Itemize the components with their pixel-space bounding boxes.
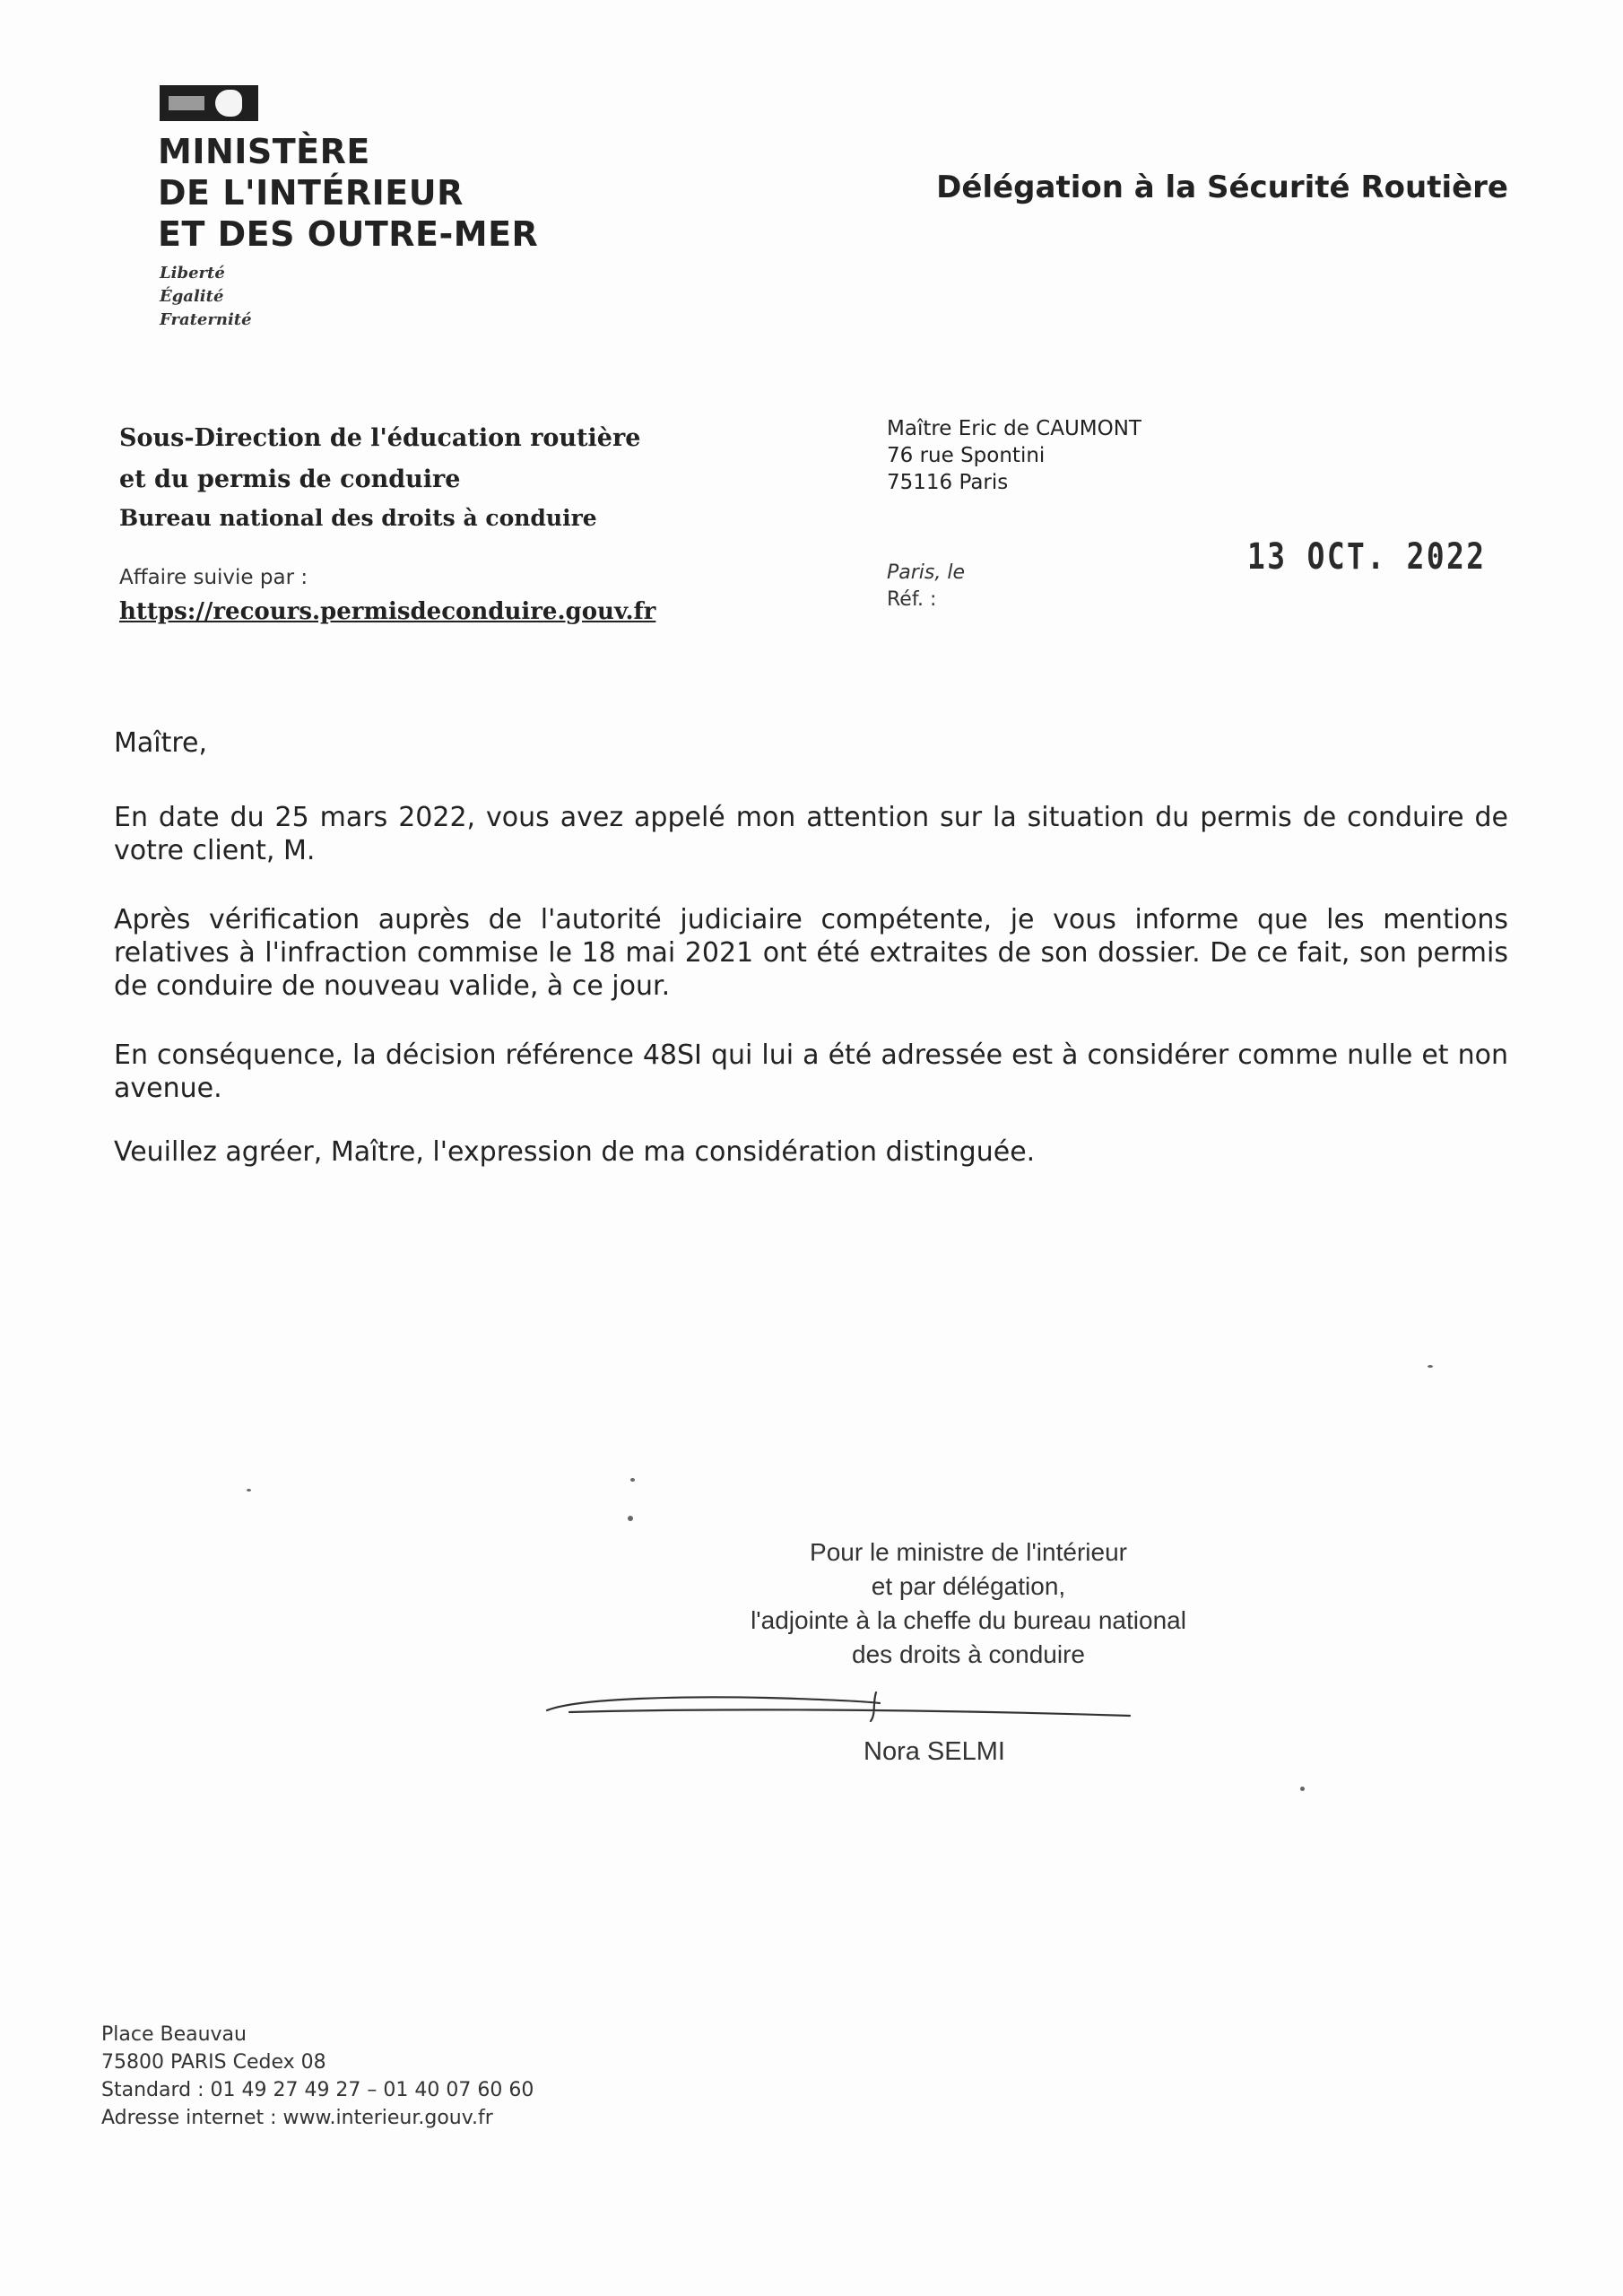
footer-line1: Place Beauvau	[101, 2023, 247, 2046]
paragraph-1: En date du 25 mars 2022, vous avez appelé mon attention sur la situation du permis de conduire de votre client, M.	[114, 802, 1508, 866]
scan-speck	[630, 1478, 635, 1482]
sub-direction-line1: Sous-Direction de l'éducation routière	[119, 424, 641, 452]
marianne-profile-icon	[215, 90, 242, 117]
republic-motto: Liberté Égalité Fraternité	[160, 264, 252, 329]
signatory-name: Nora SELMI	[864, 1737, 1005, 1766]
recipient-name: Maître Eric de CAUMONT	[887, 417, 1141, 440]
signature-line4: des droits à conduire	[852, 1640, 1085, 1668]
service-block	[119, 418, 640, 536]
sub-direction-line2: et du permis de conduire	[119, 465, 461, 493]
bureau-name: Bureau national des droits à conduire	[119, 505, 597, 531]
place-label: Paris, le	[887, 561, 966, 584]
salutation: Maître,	[114, 727, 208, 759]
date-stamp: 13 OCT. 2022	[1247, 536, 1487, 578]
recours-link[interactable]: https://recours.permisdeconduire.gouv.fr	[119, 598, 656, 625]
handwritten-signature	[542, 1673, 1134, 1726]
marianne-logo	[160, 85, 258, 121]
footer-website[interactable]: Adresse internet : www.interieur.gouv.fr	[101, 2107, 493, 2129]
signature-line3: l'adjointe à la cheffe du bureau national	[751, 1606, 1186, 1634]
footer-line3: Standard : 01 49 27 49 27 – 01 40 07 60 60	[101, 2079, 534, 2101]
paragraph-4: Veuillez agréer, Maître, l'expression de ma considération distinguée.	[114, 1136, 1036, 1168]
scan-speck	[1428, 1365, 1433, 1368]
signature-block	[646, 1535, 1291, 1672]
recipient-city: 75116 Paris	[887, 471, 1009, 494]
signature-line2: et par délégation,	[871, 1572, 1066, 1600]
scan-speck	[628, 1516, 633, 1521]
ministry-name: MINISTÈRE DE L'INTÉRIEUR ET DES OUTRE-MER	[158, 132, 539, 254]
scan-speck	[247, 1489, 251, 1492]
recipient-street: 76 rue Spontini	[887, 444, 1046, 467]
footer-address	[101, 2021, 534, 2132]
footer-line2: 75800 PARIS Cedex 08	[101, 2051, 326, 2074]
recipient-address	[887, 415, 1141, 496]
reference-label: Réf. :	[887, 588, 937, 611]
paragraph-3: En conséquence, la décision référence 48SI qui lui a été adressée est à considérer comme nulle et non avenue.	[114, 1039, 1508, 1104]
affaire-label: Affaire suivie par :	[119, 566, 308, 589]
scan-speck	[1300, 1787, 1305, 1791]
logo-stripe	[169, 96, 204, 110]
paragraph-2: Après vérification auprès de l'autorité judiciaire compétente, je vous informe que les mentions relatives à l'infraction commise le 18 mai 2021 ont été extraites de son dossier. De ce fait, son permis de conduire de nouveau valide, à ce jour.	[114, 904, 1508, 1002]
delegation-title: Délégation à la Sécurité Routière	[936, 170, 1508, 205]
signature-line1: Pour le ministre de l'intérieur	[810, 1538, 1127, 1566]
